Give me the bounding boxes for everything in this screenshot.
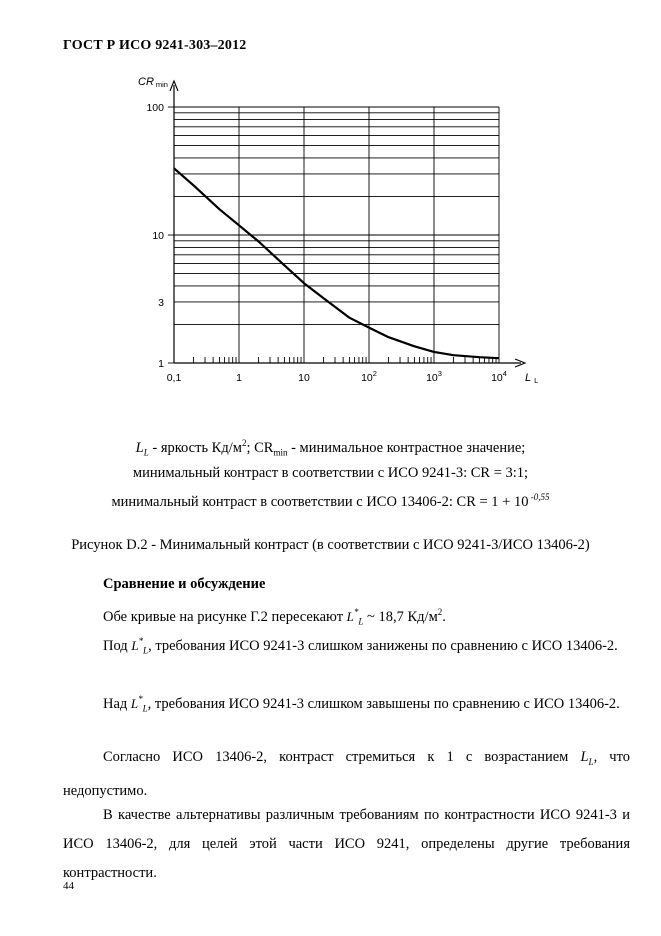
contrast-chart bbox=[0, 0, 661, 400]
paragraph-5: В качестве альтернативы различным требованиям по контрастности ИСО 9241-3 и ИСО 13406-2, для целей этой части ИСО 9241, определены другие требования контрастности. bbox=[63, 807, 630, 881]
x-tick-label: 0,1 bbox=[166, 372, 182, 384]
p4-text-b: , что недопустимо. bbox=[63, 749, 630, 799]
y-tick-label: 100 bbox=[146, 102, 164, 114]
luminance-symbol: L bbox=[135, 439, 144, 456]
chart-labels bbox=[138, 76, 538, 385]
p2-symbol-sub: L bbox=[143, 645, 149, 656]
page-number: 44 bbox=[63, 880, 74, 892]
x-tick-label: $10^3$ bbox=[426, 369, 442, 384]
p1-text-c: . bbox=[442, 608, 446, 625]
document-header: ГОСТ Р ИСО 9241-303–2012 bbox=[63, 38, 247, 53]
x-tick-label: $10^4$ bbox=[491, 369, 507, 384]
x-tick-label: 10 bbox=[298, 372, 310, 384]
p3-text-a: Над bbox=[103, 695, 131, 712]
x-axis-label: L L bbox=[525, 372, 539, 385]
legend-line-1 bbox=[0, 438, 661, 458]
p1-unit-sup: 2 bbox=[437, 607, 443, 617]
p2-text-a: Под bbox=[103, 637, 132, 654]
figure-caption: Рисунок D.2 - Минимальный контраст (в соответствии с ИСО 9241-3/ИСО 13406-2) bbox=[71, 537, 590, 553]
x-tick-label: $10^2$ bbox=[361, 369, 377, 384]
p4-symbol-sub: L bbox=[588, 756, 594, 767]
p4-symbol: L bbox=[580, 749, 589, 765]
legend-line-3-text: минимальный контраст в соответствии с ИСО 13406-2: CR = 1 + 10 bbox=[111, 493, 529, 510]
p3-symbol: L bbox=[130, 695, 139, 711]
y-tick-label: 1 bbox=[158, 358, 164, 370]
p3-text-b: , требования ИСО 9241-3 слишком завышены по сравнению с ИСО 13406-2. bbox=[147, 695, 620, 712]
chart-grid bbox=[174, 107, 499, 363]
legend-crmin-sub: min bbox=[273, 447, 288, 458]
x-tick-exponent: 3 bbox=[437, 369, 442, 378]
section-heading: Сравнение и обсуждение bbox=[103, 576, 266, 592]
x-tick-exponent: 4 bbox=[502, 369, 507, 378]
legend-text-b: ; CR bbox=[246, 439, 274, 456]
y-tick-label: 10 bbox=[152, 230, 164, 242]
paragraph-2 bbox=[63, 627, 630, 666]
p4-text-a: Согласно ИСО 13406-2, контраст стремиться к 1 с возрастанием bbox=[103, 749, 581, 765]
x-tick-label: 1 bbox=[236, 372, 242, 384]
y-axis-label-sub: min bbox=[155, 80, 168, 89]
p2-symbol-sup: * bbox=[138, 636, 144, 646]
legend-unit-sup: 2 bbox=[241, 438, 247, 448]
y-axis-label: CR min bbox=[138, 76, 168, 89]
p1-text-a: Обе кривые на рисунке Г.2 пересекают bbox=[103, 608, 347, 625]
x-tick-exponent: 2 bbox=[372, 369, 377, 378]
legend-text-c: - минимальное контрастное значение; bbox=[287, 439, 526, 456]
p3-symbol-sup: * bbox=[138, 694, 143, 704]
legend-line-3-sup: -0,55 bbox=[528, 492, 550, 502]
p1-symbol-sup: * bbox=[353, 607, 359, 617]
p2-symbol: L bbox=[131, 637, 139, 653]
p1-symbol: L bbox=[346, 608, 354, 624]
luminance-symbol-sub: L bbox=[143, 447, 149, 458]
legend-line-3 bbox=[0, 492, 661, 511]
p1-text-b: ~ 18,7 Кд/м bbox=[363, 608, 438, 625]
paragraph-4 bbox=[63, 743, 630, 806]
p2-text-b: , требования ИСО 9241-3 слишком занижены по сравнению с ИСО 13406-2. bbox=[148, 637, 618, 654]
paragraph-3 bbox=[63, 685, 630, 724]
y-tick-label: 3 bbox=[158, 296, 164, 309]
x-axis-label-sub: L bbox=[534, 376, 539, 385]
p1-symbol-sub: L bbox=[358, 616, 364, 627]
legend-text-a: - яркость Кд/м bbox=[148, 439, 242, 456]
p3-symbol-sub: L bbox=[142, 703, 148, 714]
legend-line-2: минимальный контраст в соответствии с ИСО 9241-3: CR = 3:1; bbox=[132, 465, 529, 481]
